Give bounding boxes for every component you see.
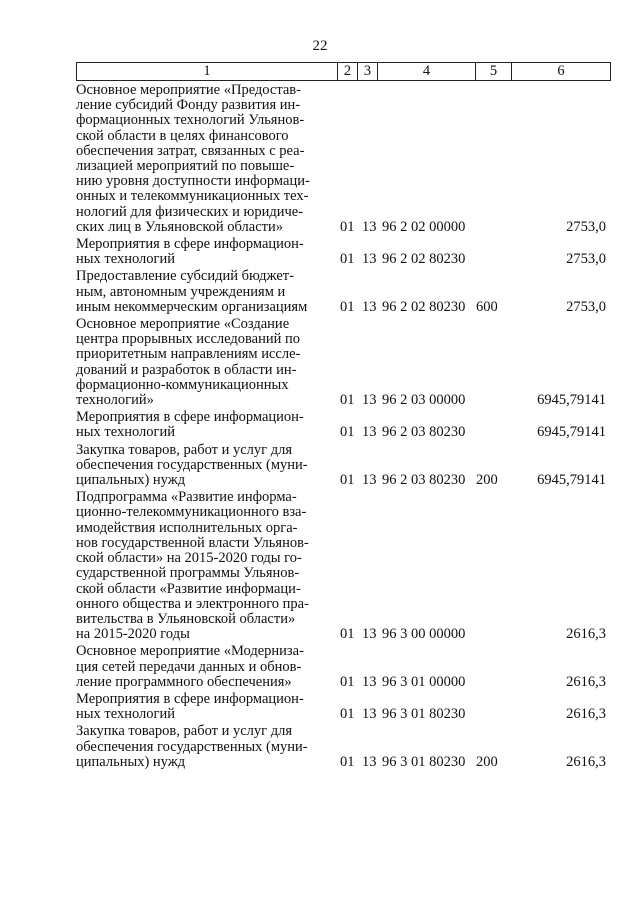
description-line: обеспечения государственных (муни- — [76, 738, 308, 755]
page-number: 22 — [312, 38, 328, 54]
column-header-row — [77, 63, 611, 81]
subsection-code: 13 — [362, 218, 377, 235]
description-line: онного общества и электронного пра- — [76, 595, 309, 612]
description-line: ской области» на 2015-2020 годы го- — [76, 550, 302, 567]
description-line: Основное мероприятие «Создание — [76, 316, 290, 333]
section-code: 01 — [340, 218, 355, 235]
table-row — [76, 490, 610, 642]
row-codes — [76, 707, 610, 722]
section-code: 01 — [340, 424, 355, 441]
amount: 2753,0 — [566, 251, 606, 268]
description-line: Мероприятия в сфере информацион- — [76, 409, 304, 426]
table-row — [76, 83, 610, 235]
target-article-code: 96 3 00 00000 — [382, 626, 466, 643]
description-line: сударственной программы Ульянов- — [76, 565, 300, 582]
target-article-code: 96 2 02 80230 — [382, 298, 466, 315]
amount: 2616,3 — [566, 753, 606, 770]
description-line: нов государственной власти Ульянов- — [76, 534, 309, 551]
budget-table-body — [76, 83, 610, 770]
description-line: ской области «Развитие информаци- — [76, 580, 301, 597]
description-line: Закупка товаров, работ и услуг для — [76, 441, 293, 458]
target-article-code: 96 2 03 80230 — [382, 424, 466, 441]
description-line: ция сетей передачи данных и обнов- — [76, 658, 302, 675]
description-line: онных и телекоммуникационных тех- — [76, 188, 309, 205]
description-line: приоритетным направлениям иссле- — [76, 346, 301, 363]
expense-type-code: 600 — [476, 298, 498, 315]
column-header-4: 4 — [378, 63, 476, 81]
section-code: 01 — [340, 251, 355, 268]
target-article-code: 96 2 02 00000 — [382, 218, 466, 235]
description-line: обеспечения государственных (муни- — [76, 456, 308, 473]
amount: 6945,79141 — [537, 424, 606, 441]
subsection-code: 13 — [362, 251, 377, 268]
description-line: обеспечения затрат, связанных с реа- — [76, 142, 305, 159]
description-line: Мероприятия в сфере информацион- — [76, 236, 304, 253]
column-header-3: 3 — [358, 63, 378, 81]
section-code: 01 — [340, 626, 355, 643]
section-code: 01 — [340, 298, 355, 315]
section-code: 01 — [340, 673, 355, 690]
amount: 2753,0 — [566, 218, 606, 235]
row-description — [76, 83, 330, 235]
description-line: иным некоммерческим организациям — [76, 298, 308, 315]
description-line: центра прорывных исследований по — [76, 331, 300, 348]
row-codes — [76, 473, 610, 488]
table-row — [76, 317, 610, 408]
row-description — [76, 490, 330, 642]
subsection-code: 13 — [362, 424, 377, 441]
column-header-5: 5 — [476, 63, 512, 81]
description-line: Мероприятия в сфере информацион- — [76, 690, 304, 707]
table-row — [76, 644, 610, 690]
row-codes — [76, 675, 610, 690]
subsection-code: 13 — [362, 472, 377, 489]
amount: 2753,0 — [566, 298, 606, 315]
description-line: Предоставление субсидий бюджет- — [76, 268, 294, 285]
description-line: ципальных) нужд — [76, 472, 186, 489]
subsection-code: 13 — [362, 298, 377, 315]
description-line: вительства в Ульяновской области» — [76, 610, 296, 627]
column-header-table — [76, 62, 611, 81]
section-code: 01 — [340, 706, 355, 723]
section-code: 01 — [340, 472, 355, 489]
table-row — [76, 724, 610, 770]
description-line: ных технологий — [76, 251, 175, 268]
target-article-code: 96 2 02 80230 — [382, 251, 466, 268]
description-line: лизацией мероприятий по повыше- — [76, 158, 295, 175]
subsection-code: 13 — [362, 392, 377, 409]
section-code: 01 — [340, 753, 355, 770]
description-line: ление субсидий Фонду развития ин- — [76, 97, 301, 114]
description-line: ционно-телекоммуникационного вза- — [76, 504, 307, 521]
table-row — [76, 237, 610, 267]
description-line: ных технологий — [76, 424, 175, 441]
amount: 2616,3 — [566, 673, 606, 690]
target-article-code: 96 2 03 80230 — [382, 472, 466, 489]
subsection-code: 13 — [362, 753, 377, 770]
table-row — [76, 692, 610, 722]
amount: 2616,3 — [566, 626, 606, 643]
column-header-2: 2 — [338, 63, 358, 81]
table-row — [76, 410, 610, 440]
row-codes — [76, 425, 610, 440]
description-line: ских лиц в Ульяновской области» — [76, 218, 283, 235]
description-line: технологий» — [76, 392, 154, 409]
column-header-6: 6 — [512, 63, 611, 81]
section-code: 01 — [340, 392, 355, 409]
description-line: ской области в целях финансового — [76, 127, 289, 144]
target-article-code: 96 3 01 80230 — [382, 753, 466, 770]
row-codes — [76, 393, 610, 408]
row-codes — [76, 627, 610, 642]
description-line: Закупка товаров, работ и услуг для — [76, 723, 293, 740]
description-line: Подпрограмма «Развитие информа- — [76, 489, 297, 506]
description-line: Основное мероприятие «Предостав- — [76, 82, 301, 98]
description-line: на 2015-2020 годы — [76, 626, 190, 643]
row-codes — [76, 220, 610, 235]
subsection-code: 13 — [362, 673, 377, 690]
description-line: дований и разработок в области ин- — [76, 361, 297, 378]
description-line: ных технологий — [76, 706, 175, 723]
subsection-code: 13 — [362, 626, 377, 643]
column-header-1: 1 — [77, 63, 338, 81]
row-codes — [76, 252, 610, 267]
row-codes — [76, 300, 610, 315]
description-line: формационных технологий Ульянов- — [76, 112, 305, 129]
target-article-code: 96 3 01 80230 — [382, 706, 466, 723]
description-line: имодействия исполнительных орга- — [76, 519, 298, 536]
amount: 2616,3 — [566, 706, 606, 723]
description-line: формационно-коммуникационных — [76, 376, 289, 393]
description-line: Основное мероприятие «Модерниза- — [76, 643, 304, 660]
target-article-code: 96 2 03 00000 — [382, 392, 466, 409]
subsection-code: 13 — [362, 706, 377, 723]
description-line: ление программного обеспечения» — [76, 673, 292, 690]
table-row — [76, 443, 610, 489]
description-line: ципальных) нужд — [76, 753, 186, 770]
table-row — [76, 269, 610, 315]
description-line: нологий для физических и юридиче- — [76, 203, 304, 220]
description-line: ным, автономным учреждениям и — [76, 283, 286, 300]
target-article-code: 96 3 01 00000 — [382, 673, 466, 690]
amount: 6945,79141 — [537, 392, 606, 409]
row-codes — [76, 755, 610, 770]
amount: 6945,79141 — [537, 472, 606, 489]
expense-type-code: 200 — [476, 753, 498, 770]
description-line: нию уровня доступности информаци- — [76, 173, 310, 190]
expense-type-code: 200 — [476, 472, 498, 489]
